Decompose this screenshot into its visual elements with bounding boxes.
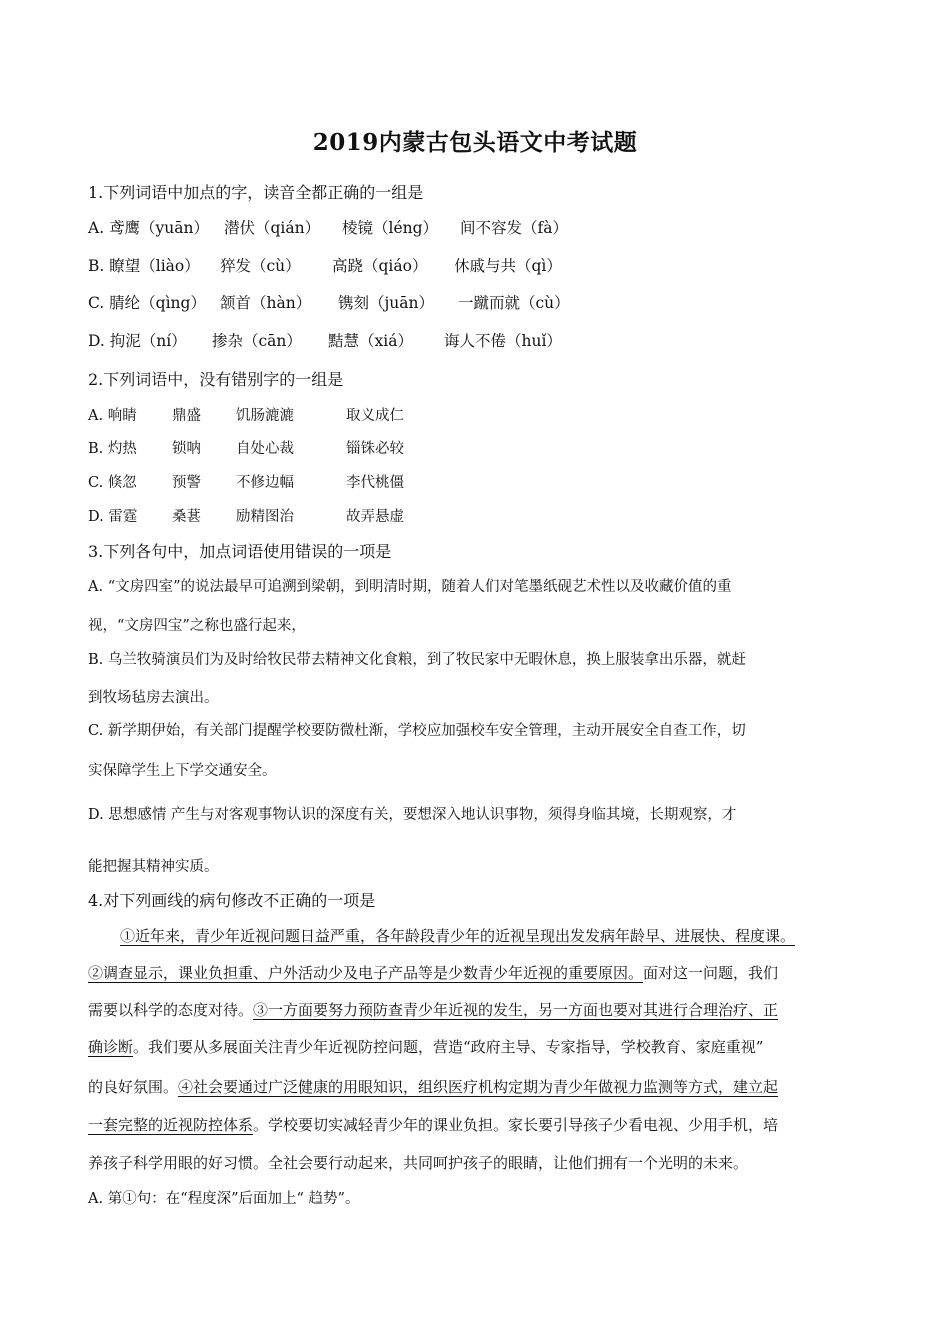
q4-sentence-4: ④社会要通过广泛健康的用眼知识，组织医疗机构定期为青少年做视力监测等方式，建立起 xyxy=(178,1078,779,1096)
q2-option-d xyxy=(88,505,404,526)
q4-passage-text: 。学校要切实减轻青少年的课业负担。家长要引导孩子少看电视、少用手机，培 xyxy=(253,1116,779,1134)
q4-passage-line1 xyxy=(120,925,865,946)
q2-a-2: 鼎盛 xyxy=(172,408,201,424)
q3-option-d-line2: 能把握其精神实质。 xyxy=(88,859,219,875)
q2-b-3: 自处心裁 xyxy=(236,441,294,457)
q4-sentence-1: ①近年来，青少年近视问题日益严重，各年龄段青少年的近视呈现出发发病年龄早、进展快、程度课。 xyxy=(120,927,796,945)
q3-option-b-line2: 到牧场毡房去演出。 xyxy=(88,690,219,706)
q4-passage-line7: 养孩子科学用眼的好习惯。全社会要行动起来，共同呵护孩子的眼睛，让他们拥有一个光明的未来。 xyxy=(88,1154,749,1172)
q1-d-4: 诲人不倦（huǐ） xyxy=(444,332,562,350)
q2-c-2: 预警 xyxy=(172,475,201,491)
q2-c-1: C. 倏忽 xyxy=(88,475,137,491)
q2-c-3: 不修边幅 xyxy=(236,475,294,491)
q2-option-b xyxy=(88,437,404,458)
q2-c-4: 李代桃僵 xyxy=(346,475,404,491)
q4-passage-text: 需要以科学的态度对待。 xyxy=(88,1001,254,1019)
question-3-stem: 3.下列各句中，加点词语使用错误的一项是 xyxy=(88,542,392,561)
q1-c-3: 镌刻（juān） xyxy=(338,294,435,312)
q1-d-1: D. 拘泥（ní） xyxy=(88,332,187,350)
q1-b-3: 高跷（qiáo） xyxy=(332,257,428,275)
q2-a-3: 饥肠漉漉 xyxy=(236,408,294,424)
q1-option-b xyxy=(88,254,562,276)
question-1-stem: 1.下列词语中加点的字，读音全都正确的一组是 xyxy=(88,183,424,202)
q1-c-2: 颔首（hàn） xyxy=(220,294,312,312)
q4-passage-text: 的良好氛围。 xyxy=(88,1078,179,1096)
q2-a-4: 取义成仁 xyxy=(346,408,404,424)
q1-a-1: A. 鸢鹰（yuān） xyxy=(88,219,210,237)
q4-passage-text: 面对这一问题，我们 xyxy=(643,964,779,982)
q2-b-1: B. 灼热 xyxy=(88,441,137,457)
q4-passage-line6 xyxy=(88,1114,863,1135)
q1-b-1: B. 瞭望（liào） xyxy=(88,257,200,275)
q4-option-a: A. 第①句：在“程度深”后面加上“ 趋势”。 xyxy=(88,1191,360,1207)
q3-option-b-line1: B. 乌兰牧骑演员们为及时给牧民带去精神文化食粮，到了牧民家中无暇休息，换上服装拿出乐器，就赶 xyxy=(88,652,746,668)
q4-passage-line3 xyxy=(88,999,863,1020)
page-title: 2019内蒙古包头语文中考试题 xyxy=(312,129,638,156)
q2-a-1: A. 响睛 xyxy=(88,408,137,424)
q2-d-4: 故弄悬虚 xyxy=(346,509,404,525)
q1-option-c xyxy=(88,291,570,313)
q2-d-1: D. 雷霆 xyxy=(88,509,138,525)
q2-option-c xyxy=(88,471,404,492)
q4-sentence-4-end: 一套完整的近视防控体系 xyxy=(88,1116,254,1134)
q2-d-3: 励精图治 xyxy=(236,509,294,525)
q1-a-3: 棱镜（léng） xyxy=(342,219,439,237)
q2-d-2: 桑葚 xyxy=(172,509,201,525)
q4-passage-line4 xyxy=(88,1036,863,1057)
q3-option-c-line2: 实保障学生上下学交通安全。 xyxy=(88,763,277,779)
q1-d-2: 掺杂（cān） xyxy=(212,332,302,350)
question-4-stem: 4.对下列画线的病句修改不正确的一项是 xyxy=(88,891,376,910)
q1-option-d xyxy=(88,329,562,351)
q1-b-2: 猝发（cù） xyxy=(220,257,301,275)
q2-b-4: 锱铢必较 xyxy=(346,441,404,457)
q1-option-a xyxy=(88,216,568,238)
q4-passage-line5 xyxy=(88,1076,863,1097)
q4-sentence-3: ③一方面要努力预防查青少年近视的发生，另一方面也要对其进行合理治疗、正 xyxy=(253,1001,779,1019)
q4-passage-line2 xyxy=(88,962,863,983)
q1-b-4: 休戚与共（qì） xyxy=(454,257,562,275)
q1-c-1: C. 腈纶（qìng） xyxy=(88,294,206,312)
q1-c-4: 一蹴而就（cù） xyxy=(458,294,570,312)
q1-d-3: 黠慧（xiá） xyxy=(328,332,413,350)
q2-b-2: 锁呐 xyxy=(172,441,201,457)
q3-option-d-line1: D. 思想感情 产生与对客观事物认识的深度有关，要想深入地认识事物，须得身临其境，长期观察，才 xyxy=(88,807,737,823)
q4-passage-text: 。我们要从多展面关注青少年近视防控问题，营造“政府主导、专家指导，学校教育、家庭重视” xyxy=(133,1038,764,1056)
q3-option-a-line2: 视，“文房四宝”之称也盛行起来， xyxy=(88,618,306,634)
q1-a-2: 潜伏（qián） xyxy=(224,219,321,237)
q4-sentence-2: ②调查显示，课业负担重、户外活动少及电子产品等是少数青少年近视的重要原因。 xyxy=(88,964,644,982)
q2-option-a xyxy=(88,404,404,425)
q1-a-4: 间不容发（fà） xyxy=(460,219,568,237)
q4-sentence-3-end: 确诊断 xyxy=(88,1038,134,1056)
q3-option-c-line1: C. 新学期伊始，有关部门提醒学校要防微杜渐，学校应加强校车安全管理，主动开展安全自查工作，切 xyxy=(88,723,746,739)
question-2-stem: 2.下列词语中，没有错别字的一组是 xyxy=(88,370,344,389)
q3-option-a-line1: A. “文房四室”的说法最早可追溯到梁朝，到明清时期，随着人们对笔墨纸砚艺术性以及收藏价值的重 xyxy=(88,579,732,595)
